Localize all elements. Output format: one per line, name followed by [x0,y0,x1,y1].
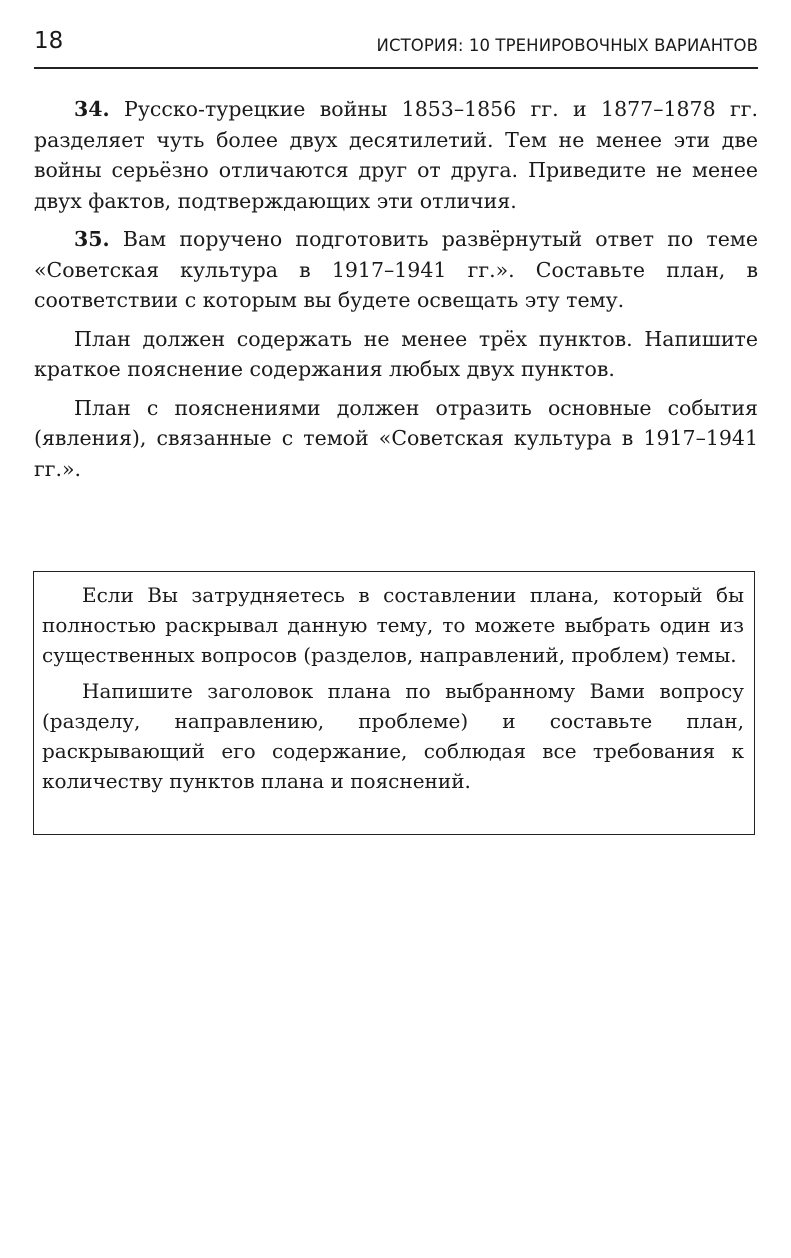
header-rule [34,67,758,69]
page-number: 18 [34,28,64,54]
running-title: ИСТОРИЯ: 10 ТРЕНИРОВОЧНЫХ ВАРИАНТОВ [376,36,758,55]
task-35-paragraph-2: План должен содержать не менее трёх пунктов. Напишите краткое пояснение содержания любых двух пунктов. [34,326,758,381]
task-34-text: Русско-турецкие войны 1853–1856 гг. и 1877–1878 гг. разделяет чуть более двух десятилетий. Тем не менее эти две войны серьёзно отличаются друг от друга. Приведите не менее двух фактов, подтверждающих эти отличия. [34,97,758,213]
task-35-number: 35. [74,227,110,251]
page-header [34,24,758,64]
hint-paragraph-2: Напишите заголовок плана по выбранному Вами вопросу (разделу, направлению, проблеме) и составьте план, раскрывающий его содержание, соблюдая все требования к количеству пунктов плана и пояснений. [42,679,744,793]
task-34 [34,94,758,216]
main-content [34,94,758,492]
task-35-text: Вам поручено подготовить развёрнутый ответ по теме «Советская культура в 1917–1941 гг.». Составьте план, в соответствии с которым вы будете освещать эту тему. [34,227,758,312]
hint-box [33,571,755,835]
hint-paragraph-1: Если Вы затрудняетесь в составлении плана, который бы полностью раскрывал данную тему, то можете выбрать один из существенных вопросов (разделов, направлений, проблем) темы. [42,583,744,667]
task-34-number: 34. [74,97,110,121]
task-35-paragraph-3: План с пояснениями должен отразить основные события (явления), связанные с темой «Советская культура в 1917–1941 гг.». [34,395,758,481]
task-35 [34,224,758,316]
